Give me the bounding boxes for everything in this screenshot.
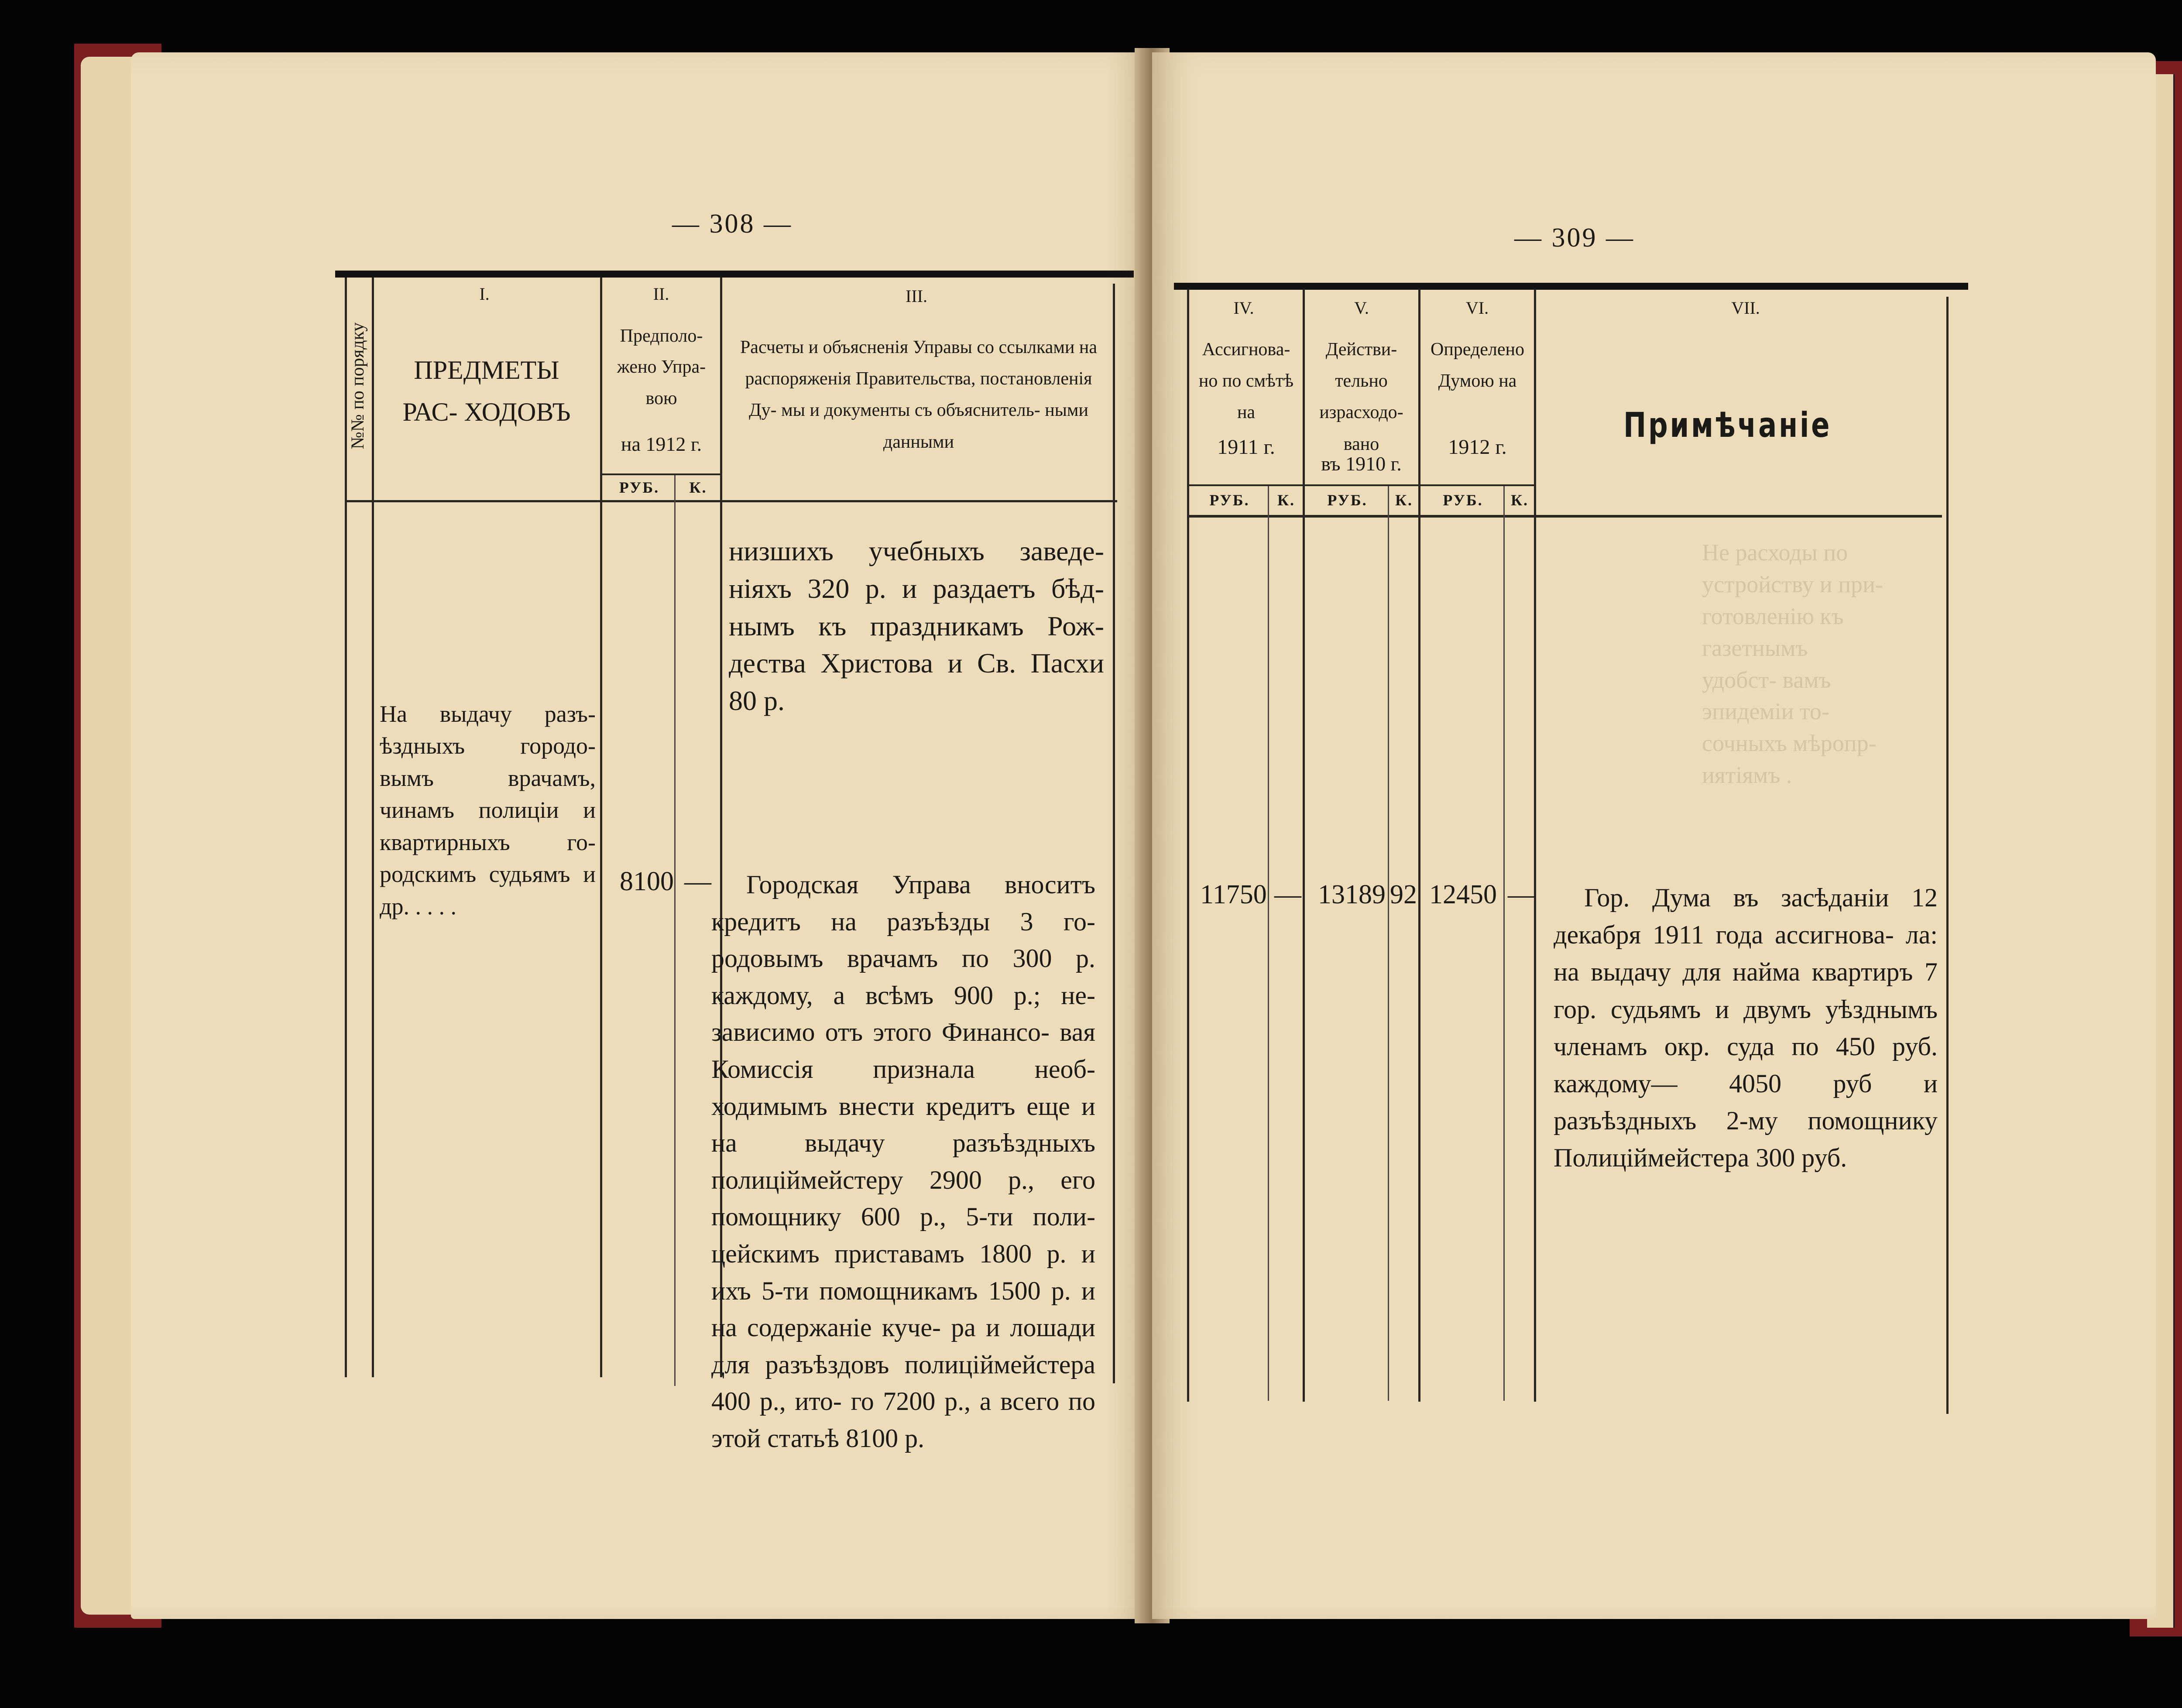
determined-1912-kop: — bbox=[1508, 880, 1535, 909]
remarks-text: Гор. Дума въ засѣданіи 12 декабря 1911 года ассигнова- ла: на выдачу для найма квартиръ 7 гор. судьямъ и двумъ уѣзднымъ членамъ окр. суда по 450 руб. каждому— 4050 руб и разъѣздныхъ 2-му помощнику Полиціймейстера 300 руб. bbox=[1554, 883, 1938, 1173]
column-divider bbox=[1187, 289, 1189, 1402]
assigned-1911-rub: 11750 bbox=[1200, 880, 1267, 909]
unit-rub: РУБ. bbox=[1327, 491, 1368, 509]
unit-rub: РУБ. bbox=[619, 479, 660, 496]
column-roman-5: V. bbox=[1354, 298, 1369, 318]
table-top-rule bbox=[335, 271, 1134, 278]
column-header-explanations: Расчеты и объясненія Управы со ссылками на распоряженія Правительства, постановленія Ду- мы и документы съ объяснитель- ными данными bbox=[740, 337, 1098, 452]
column-header-remarks: Примѣчаніе bbox=[1623, 406, 1832, 445]
column-header-spent-1910: Действи- тельно израсходо- вано bbox=[1319, 340, 1403, 454]
column-divider bbox=[1113, 284, 1115, 1383]
unit-kop: К. bbox=[1277, 491, 1296, 509]
column-header-proposed: Предполо- жено Упра- вою bbox=[617, 326, 706, 408]
column-header-assigned-year: 1911 г. bbox=[1217, 436, 1275, 459]
spent-1910-rub: 13189 bbox=[1318, 880, 1386, 909]
unit-kop: К. bbox=[689, 479, 707, 496]
expense-item-title: На выдачу разъ- ѣздныхъ городо- вымъ врачамъ, чинамъ полиціи и квартирныхъ го- родскимъ судьямъ и др. . . . . bbox=[380, 701, 596, 919]
explanation-continuation: низшихъ учебныхъ заведе- ніяхъ 320 р. и раздаетъ бѣд- нымъ къ праздникамъ Рож- дества Христова и Св. Пасхи 80 р. bbox=[729, 535, 1104, 716]
page-number: — 309 — bbox=[1514, 223, 1635, 253]
column-divider bbox=[372, 278, 374, 1377]
column-roman-1: I. bbox=[479, 284, 490, 304]
column-header-number: №№ по порядку bbox=[348, 322, 368, 449]
column-header-spent-year: въ 1910 г. bbox=[1321, 453, 1402, 475]
column-header-proposed-year: на 1912 г. bbox=[621, 433, 702, 455]
assigned-1911-kop: — bbox=[1274, 880, 1301, 909]
unit-kop: К. bbox=[1510, 491, 1529, 509]
spent-1910-kop: 92 bbox=[1390, 880, 1417, 909]
column-divider bbox=[345, 278, 347, 1377]
bleed-through-text: Не расходы по устройству и при- готовленію къ газетнымъ удобст- вамъ эпидеміи то- сочныхъ мѣропр- иятіямъ . bbox=[1702, 539, 1884, 789]
column-roman-6: VI. bbox=[1465, 298, 1489, 318]
kop-divider bbox=[1388, 484, 1389, 1401]
column-divider bbox=[1946, 297, 1949, 1414]
column-header-assigned-1911: Ассигнова- но по смѣтѣ на bbox=[1198, 340, 1294, 423]
column-divider bbox=[1534, 289, 1536, 1402]
table-header-bottom-rule bbox=[345, 500, 1117, 502]
unit-row-rule bbox=[1189, 484, 1534, 486]
kop-divider bbox=[674, 474, 676, 1386]
page-edges-left bbox=[81, 57, 134, 1615]
proposed-amount-kop: — bbox=[684, 867, 711, 896]
kop-divider bbox=[1268, 484, 1269, 1401]
unit-rub: РУБ. bbox=[1443, 491, 1483, 509]
column-divider bbox=[600, 278, 602, 1377]
kop-divider bbox=[1503, 484, 1505, 1401]
unit-kop: К. bbox=[1395, 491, 1413, 509]
column-roman-7: VII. bbox=[1731, 298, 1760, 318]
column-header-determined-year: 1912 г. bbox=[1448, 436, 1507, 459]
proposed-amount-rub: 8100 bbox=[620, 867, 674, 896]
column-header-items: ПРЕДМЕТЫ РАС- ХОДОВЪ bbox=[402, 356, 571, 426]
table-header-bottom-rule bbox=[1187, 515, 1942, 518]
column-header-determined: Определено Думою на bbox=[1431, 340, 1524, 391]
unit-row-rule bbox=[602, 473, 720, 475]
column-divider bbox=[1303, 289, 1305, 1402]
column-roman-4: IV. bbox=[1233, 298, 1254, 318]
unit-rub: РУБ. bbox=[1209, 491, 1250, 509]
item-explanation: Городская Управа вноситъ кредитъ на разъѣзды 3 го- родовымъ врачамъ по 300 р. каждому, а всѣмъ 900 р.; не- зависимо отъ этого Финансо- вая Комиссія признала необ- ходимымъ внести кредитъ еще и на выдачу разъѣздныхъ полиціймейстеру 2900 р., его помощнику 600 р., 5-ти поли- цейскимъ приставамъ 1800 р. и ихъ 5-ти помощникамъ 1500 р. и на содержаніе куче- ра и лошади для разъѣздовъ полиціймейстера 400 р., ито- го 7200 р., а всего по этой статьѣ 8100 р. bbox=[711, 870, 1095, 1453]
page-number: — 308 — bbox=[672, 209, 793, 239]
table-top-rule bbox=[1174, 283, 1968, 290]
column-roman-3: III. bbox=[906, 286, 927, 306]
column-divider bbox=[1418, 289, 1420, 1402]
column-roman-2: II. bbox=[653, 284, 669, 304]
determined-1912-rub: 12450 bbox=[1429, 880, 1497, 909]
